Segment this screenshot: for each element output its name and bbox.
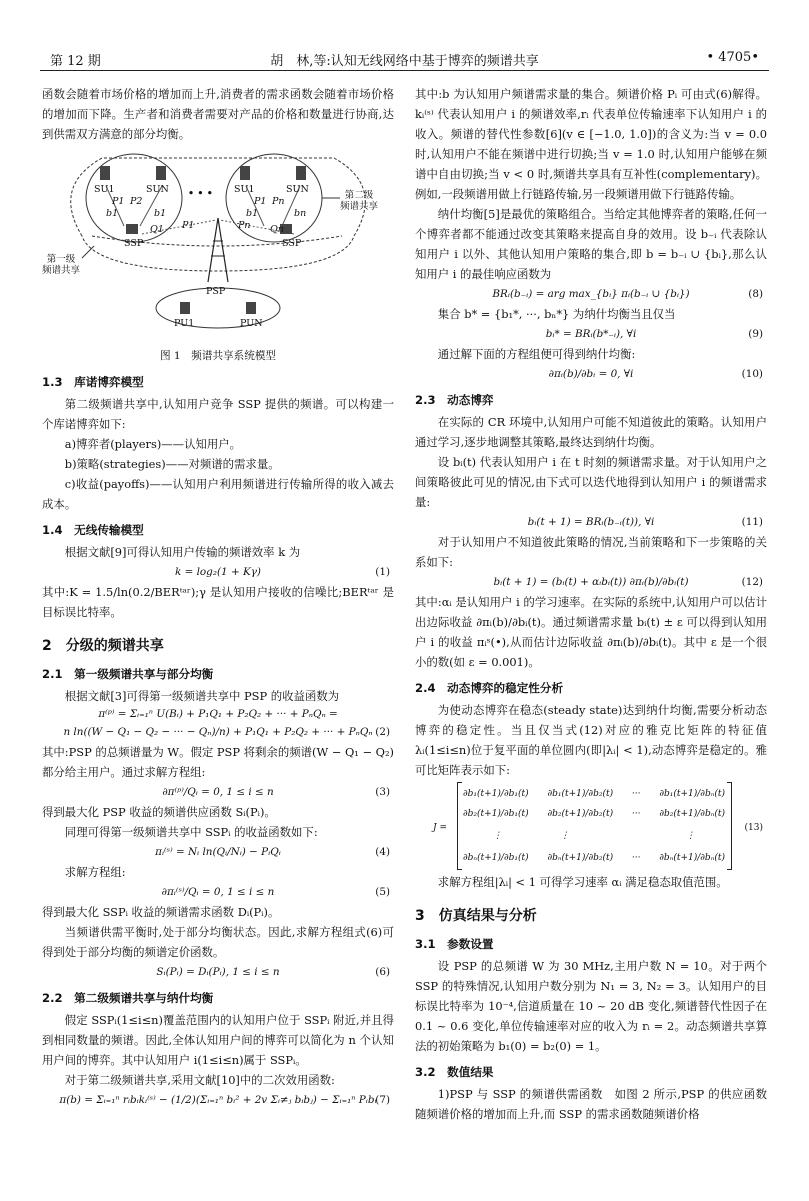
intro-paragraph: 函数会随着市场价格的增加而上升,消费者的需求函数会随着市场价格的增加而下降。生产者和消费者需要对产品的价格和数量进行协商,达到供需双方满意的部分均衡。: [42, 87, 394, 141]
sun-right-device: [296, 166, 306, 180]
label-p1-left: P1: [112, 196, 125, 207]
section-2-3-title: 2.3 动态博弈: [415, 393, 494, 407]
pu1-device: [180, 302, 190, 314]
equation-2b: n ln((W − Q₁ − Q₂ − ··· − Qₙ)/n) + P₁Q₁ + P₂Q₂ + ··· + PₙQₙ (2): [63, 726, 390, 738]
s13-item-a: a)博弈者(players)——认知用户。: [64, 437, 242, 451]
running-header: [40, 48, 769, 71]
equation-1: k = log₂(1 + Kγ) (1): [174, 566, 390, 578]
label-psp: PSP: [206, 286, 226, 297]
label-bn-right: bn: [294, 208, 307, 219]
section-3-title: 3 仿真结果与分析: [415, 908, 537, 924]
s24-paragraph-1: 为使动态博弈在稳态(steady state)达到纳什均衡,需要分析动态博弈的稳定性。当且仅当式(12)对应的雅克比矩阵的特征值 λᵢ(1≤i≤n)位于复平面的单位圆内(即|λᵢ| < 1),动态博弈是稳定的。雅可比矩阵表示如下:: [415, 703, 767, 777]
equation-6: Sᵢ(Pᵢ) = Dᵢ(Pᵢ), 1 ≤ i ≤ n (6): [156, 966, 390, 978]
figure-1: [42, 146, 394, 344]
section-2-2-title: 2.2 第二级频谱共享与纳什均衡: [42, 991, 214, 1005]
s21-paragraph-3: 得到最大化 PSP 收益的频谱供应函数 Sᵢ(Pᵢ)。: [42, 805, 276, 819]
label-b1-left: b1: [106, 208, 119, 219]
r-paragraph-3: 集合 b* = {b₁*, ···, bₙ*} 为纳什均衡当且仅当: [437, 307, 676, 321]
s32-paragraph-1: 1)PSP 与 SSP 的频谱供需函数 如图 2 所示,PSP 的供应函数随频谱价格的增加而上升,而 SSP 的需求函数随频谱价格: [415, 1087, 767, 1121]
s23-paragraph-2: 设 bᵢ(t) 代表认知用户 i 在 t 时刻的频谱需求量。对于认知用户之间策略彼此可见的情况,由下式可以迭代地得到认知用户 i 的频谱需求量:: [415, 455, 767, 509]
running-title: 胡 林,等:认知无线网络中基于博弈的频谱共享: [270, 54, 539, 69]
matrix-row-2: ∂b₂(t+1)/∂b₁(t) ∂b₂(t+1)/∂b₂(t) ··· ∂b₂(t+1)/∂bₙ(t): [463, 809, 725, 819]
label-pu1: PU1: [174, 318, 195, 329]
equation-11: bᵢ(t + 1) = BRᵢ(b₋ᵢ(t)), ∀i (11): [527, 516, 763, 528]
equation-4: πᵢ⁽ˢ⁾ = Nᵢ ln(Qᵢ/Nᵢ) − PᵢQᵢ (4): [155, 846, 390, 858]
label-pun: PUN: [240, 318, 263, 329]
s22-paragraph-2: 对于第二级频谱共享,采用文献[10]中的二次效用函数:: [64, 1073, 335, 1087]
s21-paragraph-7: 当频谱供需平衡时,处于部分均衡状态。因此,求解方程组式(6)可得到处于部分均衡的频谱定价函数。: [42, 925, 394, 959]
matrix-row-4: ∂bₙ(t+1)/∂b₁(t) ∂bₙ(t+1)/∂b₂(t) ··· ∂bₙ(t+1)/∂bₙ(t): [463, 853, 725, 863]
s13-item-c: c)收益(payoffs)——认知用户利用频谱进行传输所得的收入减去成本。: [42, 477, 394, 511]
ssp-left-device: [126, 224, 138, 234]
label-p2-left: P2: [130, 196, 143, 207]
label-first-level: 第一级 频谱共享: [42, 254, 81, 276]
section-2-1-title: 2.1 第一级频谱共享与部分均衡: [42, 667, 214, 681]
label-bn-left: b1: [154, 208, 167, 219]
right-column: [415, 84, 767, 1124]
jacobian-matrix: J = ∂b₁(t+1)/∂b₁(t) ∂b₁(t+1)/∂b₂(t) ··· ∂b₁(t+1)/∂bₙ(t) ∂b₂(t+1)/∂b₁(t) ∂b₂(t+1)/∂b₂(t) ··· ∂b₂(t+1)/∂bₙ(t) ⋮ ⋮ ⋮ ∂bₙ(t+1)/∂b₁(t) ∂bₙ(t+1)/∂b₂(t) ··· ∂bₙ(t+1)/∂bₙ(t) (13): [415, 780, 767, 872]
label-qn: Qn: [270, 224, 284, 235]
label-second-level: 第二级 频谱共享: [340, 190, 379, 212]
pun-device: [246, 302, 256, 314]
equation-3: ∂π⁽ᵖ⁾/Qᵢ = 0, 1 ≤ i ≤ n (3): [162, 786, 390, 798]
s21-paragraph-5: 求解方程组:: [64, 865, 126, 879]
sun-left-device: [156, 166, 166, 180]
s21-paragraph-1: 根据文献[3]可得第一级频谱共享中 PSP 的收益函数为: [64, 689, 340, 703]
label-pn-right: Pn: [272, 196, 285, 207]
label-p1-right: P1: [254, 196, 267, 207]
su1-right-device: [240, 166, 250, 180]
system-model-diagram: [42, 146, 394, 344]
s24-paragraph-2: 求解方程组|λᵢ| < 1 可得学习速率 αᵢ 满足稳态取值范围。: [437, 875, 728, 889]
label-ssp-left: SSP: [124, 238, 144, 249]
section-2-4-title: 2.4 动态博弈的稳定性分析: [415, 681, 564, 695]
equation-10: ∂πᵢ(b)/∂bᵢ = 0, ∀i (10): [548, 368, 763, 380]
label-ssp-right: SSP: [282, 238, 302, 249]
s31-paragraph-1: 设 PSP 的总频谱 W 为 30 MHz,主用户数 N = 10。对于两个 SSP 的特殊情况,认知用户数分别为 N₁ = 3, N₂ = 3。认知用户的目标误比特率为 10⁻⁴,信道质量在 10 ~ 20 dB 变化,频谱替代性因子在 0.1 ~ 0.6 变化,单位传输速率对应的收入为 rᵢ = 2。动态频谱共享算法的初始策略为 b₁(0) = b₂(0) = 1。: [415, 959, 767, 1053]
left-column: [42, 84, 394, 1110]
s21-paragraph-6: 得到最大化 SSPᵢ 收益的频谱需求函数 Dᵢ(Pᵢ)。: [42, 905, 280, 919]
equation-12: bᵢ(t + 1) = (bᵢ(t) + αᵢbᵢ(t)) ∂πᵢ(b)/∂bᵢ(t) (12): [493, 576, 763, 588]
section-3-2-title: 3.2 数值结果: [415, 1065, 494, 1079]
s22-paragraph-1: 假定 SSPᵢ(1≤i≤n)覆盖范围内的认知用户位于 SSPᵢ 附近,并且得到相同数量的频谱。因此,全体认知用户间的博弈可以简化为 n 个认知用户间的博弈。其中认知用户 i(1≤i≤n)属于 SSPᵢ。: [42, 1013, 394, 1067]
label-su1-right: SU1: [234, 184, 255, 195]
s14-paragraph-2: 其中:K = 1.5/ln(0.2/BERᵗᵃʳ);γ 是认知用户接收的信噪比;BERᵗᵃʳ 是目标误比特率。: [42, 585, 394, 619]
s21-paragraph-2: 其中:PSP 的总频谱量为 W。假定 PSP 将剩余的频谱(W − Q₁ − Q₂)都分给主用户。通过求解方程组:: [42, 745, 394, 779]
r-paragraph-1: 其中:b 为认知用户频谱需求量的集合。频谱价格 Pᵢ 可由式(6)解得。kᵢ⁽ˢ⁾ 代表认知用户 i 的频谱效率,rᵢ 代表单位传输速率下认知用户 i 的收入。频谱的替代性参数[6](v ∈ [−1.0, 1.0])的含义为:当 v = 0.0 时,认知用户不能在频谱中进行切换;当 v = 1.0 时,认知用户能够在频谱中自由切换;当 v < 0 时,频谱共享具有互补性(complementary)。例如,一段频谱用做上行链路传输,另一段频谱用做下行链路传输。: [415, 87, 767, 201]
label-sun-right: SUN: [286, 184, 309, 195]
r-paragraph-4: 通过解下面的方程组便可得到纳什均衡:: [437, 347, 636, 361]
s21-paragraph-4: 同理可得第一级频谱共享中 SSPᵢ 的收益函数如下:: [64, 825, 318, 839]
equation-5: ∂πᵢ⁽ˢ⁾/Qᵢ = 0, 1 ≤ i ≤ n (5): [161, 886, 390, 898]
s13-paragraph: 第二级频谱共享中,认知用户竞争 SSP 提供的频谱。可以构建一个库诺博弈如下:: [42, 397, 394, 431]
r-paragraph-2: 纳什均衡[5]是最优的策略组合。当给定其他博弈者的策略,任何一个博弈者都不能通过改变其策略来提高自身的效用。设 b₋ᵢ 代表除认知用户 i 以外、其他认知用户策略的集合,即 b = b₋ᵢ ∪ {bᵢ},那么认知用户 i 的最佳响应函数为: [415, 207, 767, 281]
label-pn-center: Pn: [238, 220, 251, 231]
s13-item-b: b)策略(strategies)——对频谱的需求量。: [64, 457, 280, 471]
section-1-3-title: 1.3 库诺博弈模型: [42, 375, 144, 389]
section-2-title: 2 分级的频谱共享: [42, 638, 164, 654]
matrix-row-3: ⋮ ⋮ ⋮: [493, 831, 695, 841]
page-number: • 4705•: [706, 50, 759, 65]
label-sun-left: SUN: [146, 184, 169, 195]
equation-7: π(b) = Σᵢ₌₁ⁿ rᵢbᵢkᵢ⁽ˢ⁾ − (1/2)(Σᵢ₌₁ⁿ bᵢ² + 2v Σᵢ≠ⱼ bᵢbⱼ) − Σᵢ₌₁ⁿ Pᵢbᵢ (7): [59, 1094, 390, 1106]
equation-9: bᵢ* = BRᵢ(b*₋ᵢ), ∀i (9): [545, 328, 763, 340]
s14-paragraph-1: 根据文献[9]可得认知用户传输的频谱效率 k 为: [64, 545, 301, 559]
s23-paragraph-1: 在实际的 CR 环境中,认知用户可能不知道彼此的策略。认知用户通过学习,逐步地调整其策略,最终达到纳什均衡。: [415, 415, 767, 449]
label-p1-center: P1: [182, 220, 195, 231]
su1-left-device: [100, 166, 110, 180]
label-q1: Q1: [150, 224, 164, 235]
label-b1-right: b1: [246, 208, 259, 219]
s23-paragraph-3: 对于认知用户不知道彼此策略的情况,当前策略和下一步策略的关系如下:: [415, 535, 767, 569]
label-su1-left: SU1: [94, 184, 115, 195]
label-dots: • • •: [188, 188, 213, 199]
s23-paragraph-4: 其中:αᵢ 是认知用户 i 的学习速率。在实际的系统中,认知用户可以估计出边际收益 ∂πᵢ(b)/∂bᵢ(t)。通过频谱需求量 bᵢ(t) ± ε 可以得到认知用户 i 的收益 πᵢˢ(•),从而估计边际收益 ∂πᵢ(b)/∂bᵢ(t)。其中 ε 是一个很小的数(如 ε = 0.001)。: [415, 595, 767, 669]
issue-number: 第 12 期: [50, 54, 101, 69]
equation-8: BRᵢ(b₋ᵢ) = arg max_{bᵢ} πᵢ(b₋ᵢ ∪ {bᵢ}) (8): [492, 288, 763, 300]
equation-2a: π⁽ᵖ⁾ = Σᵢ₌₁ⁿ U(Bᵢ) + P₁Q₁ + P₂Q₂ + ··· + PₙQₙ =: [98, 708, 338, 720]
section-3-1-title: 3.1 参数设置: [415, 937, 494, 951]
figure-1-caption: 图 1 频谱共享系统模型: [159, 350, 277, 362]
section-1-4-title: 1.4 无线传输模型: [42, 523, 144, 537]
matrix-row-1: ∂b₁(t+1)/∂b₁(t) ∂b₁(t+1)/∂b₂(t) ··· ∂b₁(t+1)/∂bₙ(t): [463, 789, 725, 799]
